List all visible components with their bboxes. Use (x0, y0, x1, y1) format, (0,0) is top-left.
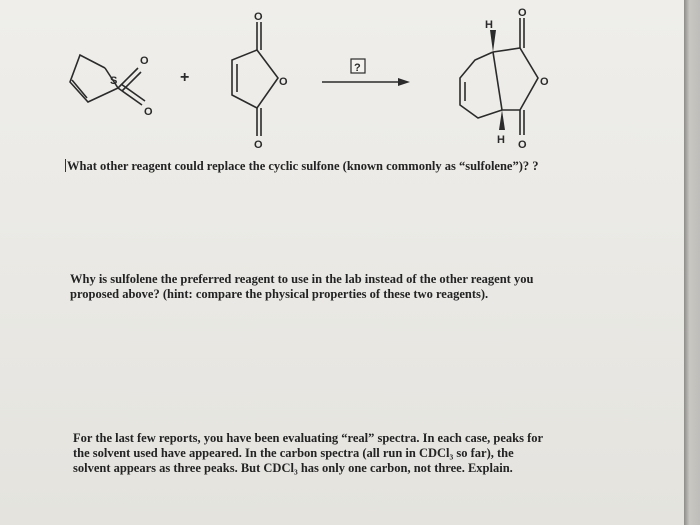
question-sulfolene-preference (70, 272, 533, 302)
question-cdcl3-spectra-line-1: For the last few reports, you have been evaluating “real” spectra. In each case, peaks for (73, 431, 544, 445)
sulfolene-structure (70, 55, 145, 105)
diels-alder-product-structure (460, 18, 538, 135)
anhydride-oxygen-top: O (254, 11, 263, 23)
reaction-scheme (50, 0, 610, 160)
reaction-arrow (322, 78, 410, 86)
text-cursor (65, 159, 66, 172)
question-cdcl3-spectra-line-3: solvent appears as three peaks. But CDCl₃ has only one carbon, not three. Explain. (73, 461, 513, 475)
plus-sign: + (180, 69, 190, 86)
hydrogen-bottom-label: H (497, 134, 505, 146)
anhydride-oxygen-bottom: O (254, 139, 263, 151)
product-oxygen-bottom: O (518, 139, 527, 151)
sulfone-oxygen-bottom: O (144, 106, 153, 118)
maleic-anhydride-structure (232, 22, 278, 136)
question-cdcl3-spectra-line-2: the solvent used have appeared. In the carbon spectra (all run in CDCl₃ so far), the (73, 446, 514, 460)
product-oxygen-top: O (518, 7, 527, 19)
product-ring-oxygen: O (540, 76, 549, 88)
question-reagent-replacement-text: What other reagent could replace the cyclic sulfone (known commonly as “sulfolene”)? ? (67, 159, 539, 173)
hydrogen-top-label: H (485, 19, 493, 31)
question-cdcl3-spectra (73, 431, 543, 476)
stereo-wedge-bottom (499, 110, 505, 130)
question-sulfolene-preference-line-1: Why is sulfolene the preferred reagent to use in the lab instead of the other reagent you (70, 272, 534, 286)
anhydride-ring-oxygen: O (279, 76, 288, 88)
sulfone-oxygen-top: O (140, 55, 149, 67)
monitor-bezel-edge (684, 0, 700, 525)
sulfur-atom-label: S (110, 75, 118, 87)
question-sulfolene-preference-line-2: proposed above? (hint: compare the physical properties of these two reagents). (70, 287, 489, 301)
unknown-reagent-mark: ? (354, 62, 361, 74)
question-reagent-replacement (65, 159, 539, 174)
stereo-wedge-top (490, 30, 496, 52)
